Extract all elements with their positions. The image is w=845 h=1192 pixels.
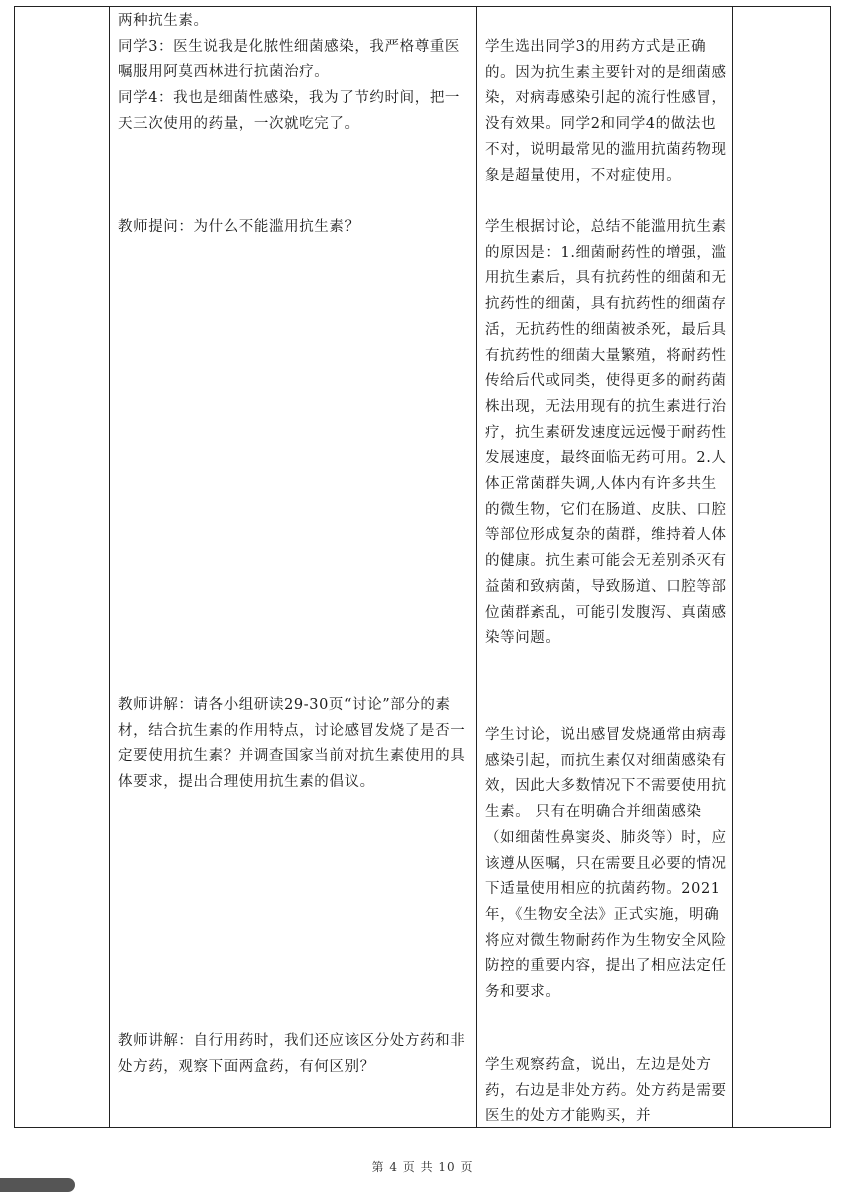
page-number-footer: 第 4 页 共 10 页 [371, 1160, 474, 1174]
design-intent-cell [733, 7, 831, 1128]
student-text-block: 学生根据讨论，总结不能滥用抗生素的原因是：1.细菌耐药性的增强，滥用抗生素后，具有抗药性的细菌和无抗药性的细菌，具有抗药性的细菌存活，无抗药性的细菌被杀死，最后具有抗药性的细菌大量繁殖，将耐药性传给后代或同类，使得更多的耐药菌株出现，无法用现有的抗生素进行治疗，抗生素研发速度远远慢于耐药性发展速度，最终面临无药可用。2.人体正常菌群失调,人体内有许多共生的微生物，它们在肠道、皮肤、口腔等部位形成复杂的菌群，维持着人体的健康。抗生素可能会无差别杀灭有益菌和致病菌，导致肠道、口腔等部位菌群紊乱，可能引发腹泻、真菌感染等问题。 [485, 219, 727, 647]
teacher-text-block: 教师讲解：请各小组研读29-30页“讨论”部分的素材，结合抗生素的作用特点，讨论感冒发烧了是否一定要使用抗生素？并调查国家当前对抗生素使用的具体要求，提出合理使用抗生素的倡议。 [118, 697, 466, 791]
teacher-text-block: 教师提问：为什么不能滥用抗生素？ [118, 219, 360, 235]
student-activity-cell [477, 7, 733, 1128]
student-text-block: 学生观察药盒，说出，左边是处方药，右边是非处方药。处方药是需要医生的处方才能购买，并 [485, 1057, 727, 1125]
student-text-block: 学生选出同学3的用药方式是正确的。因为抗生素主要针对的是细菌感染，对病毒感染引起的流行性感冒，没有效果。同学2和同学4的做法也不对，说明最常见的滥用抗菌药物现象是超量使用，不对症使用。 [485, 39, 727, 184]
stage-column-cell [15, 7, 110, 1128]
table-row [15, 7, 831, 1128]
lesson-plan-table [14, 6, 831, 1128]
student-text-block: 学生讨论，说出感冒发烧通常由病毒感染引起，而抗生素仅对细菌感染有效，因此大多数情况下不需要使用抗生素。 只有在明确合并细菌感染（如细菌性鼻窦炎、肺炎等）时，应该遵从医嘱，只在需要且必要的情况下适量使用相应的抗菌药物。2021年，《生物安全法》正式实施，明确将应对微生物耐药作为生物安全风险防控的重要内容，提出了相应法定任务和要求。 [485, 727, 727, 1001]
teacher-text-block: 两种抗生素。 同学3：医生说我是化脓性细菌感染，我严格尊重医嘱服用阿莫西林进行抗菌治疗。 同学4：我也是细菌性感染，我为了节约时间，把一天三次使用的药量，一次就吃完了。 [118, 13, 461, 132]
viewer-scroll-handle[interactable] [0, 1178, 75, 1192]
teacher-activity-cell [110, 7, 477, 1128]
teacher-text-block: 教师讲解：自行用药时，我们还应该区分处方药和非处方药，观察下面两盒药，有何区别？ [118, 1033, 466, 1075]
